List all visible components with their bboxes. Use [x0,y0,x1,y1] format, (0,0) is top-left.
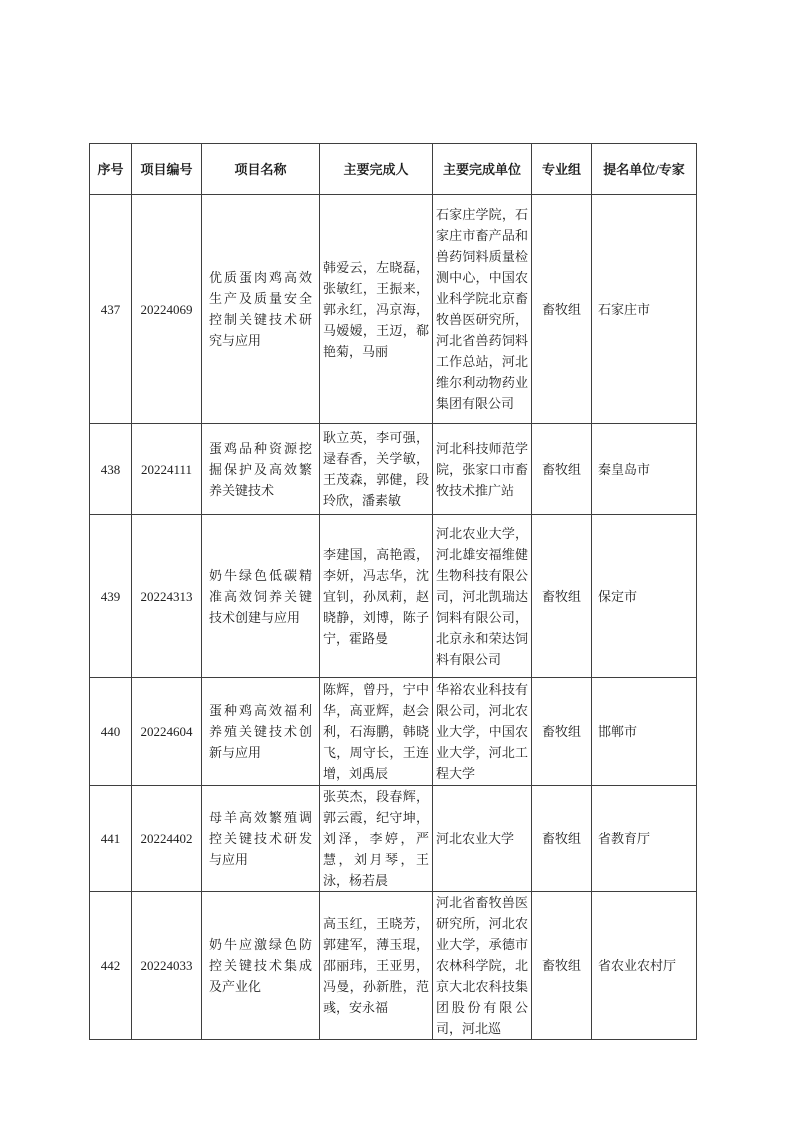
cell-project-id: 20224313 [132,515,202,678]
cell-contributors: 耿立英，李可强，逯春香，关学敏，王茂森，郭健，段玲欣，潘素敏 [320,424,433,515]
cell-units: 华裕农业科技有限公司，河北农业大学，中国农业大学，河北工程大学 [433,678,532,786]
cell-group: 畜牧组 [532,786,592,892]
col-header-project-id: 项目编号 [132,144,202,195]
cell-project-id: 20224402 [132,786,202,892]
cell-group: 畜牧组 [532,678,592,786]
cell-units: 河北省畜牧兽医研究所，河北农业大学，承德市农林科学院，北京大北农科技集团股份有限公司，河北巡 [433,892,532,1040]
cell-seq: 439 [90,515,132,678]
cell-seq: 437 [90,195,132,424]
cell-nominator: 石家庄市 [592,195,697,424]
cell-nominator: 邯郸市 [592,678,697,786]
cell-project-id: 20224604 [132,678,202,786]
cell-project-name: 母羊高效繁殖调控关键技术研发与应用 [202,786,320,892]
cell-nominator: 省教育厅 [592,786,697,892]
cell-group: 畜牧组 [532,424,592,515]
cell-units: 河北科技师范学院，张家口市畜牧技术推广站 [433,424,532,515]
table-row-442 [90,892,697,1040]
cell-group: 畜牧组 [532,195,592,424]
cell-project-id: 20224033 [132,892,202,1040]
col-header-units: 主要完成单位 [433,144,532,195]
cell-units: 河北农业大学 [433,786,532,892]
cell-units: 石家庄学院，石家庄市畜产品和兽药饲料质量检测中心，中国农业科学院北京畜牧兽医研究所，河北省兽药饲料工作总站，河北维尔利动物药业集团有限公司 [433,195,532,424]
table-row-439 [90,515,697,678]
col-header-contributors: 主要完成人 [320,144,433,195]
cell-project-id: 20224111 [132,424,202,515]
cell-seq: 442 [90,892,132,1040]
table-row-437 [90,195,697,424]
table-row-440 [90,678,697,786]
cell-contributors: 高玉红，王晓芳，郭建军，薄玉琨，邵丽玮，王亚男，冯曼，孙新胜，范彧，安永福 [320,892,433,1040]
col-header-group: 专业组 [532,144,592,195]
cell-contributors: 李建国，高艳霞，李妍，冯志华，沈宜钊，孙凤莉，赵晓静，刘博，陈子宁，霍路曼 [320,515,433,678]
cell-nominator: 省农业农村厅 [592,892,697,1040]
projects-table [89,143,697,1040]
cell-group: 畜牧组 [532,515,592,678]
table-row-438 [90,424,697,515]
cell-contributors: 韩爱云，左晓磊，张敏红，王振来，郭永红，冯京海，马嫒嫒，王迈，郗艳菊，马丽 [320,195,433,424]
cell-project-id: 20224069 [132,195,202,424]
cell-units: 河北农业大学，河北雄安福维健生物科技有限公司，河北凯瑞达饲料有限公司，北京永和荣达饲料有限公司 [433,515,532,678]
cell-project-name: 奶牛应激绿色防控关键技术集成及产业化 [202,892,320,1040]
cell-contributors: 陈辉，曾丹，宁中华，高亚辉，赵会利，石海鹏，韩晓飞，周守长，王连增，刘禹辰 [320,678,433,786]
cell-contributors: 张英杰，段春辉，郭云霞，纪守坤，刘泽，李婷，严慧，刘月琴，王泳，杨若晨 [320,786,433,892]
cell-nominator: 秦皇岛市 [592,424,697,515]
cell-project-name: 蛋种鸡高效福利养殖关键技术创新与应用 [202,678,320,786]
cell-nominator: 保定市 [592,515,697,678]
cell-seq: 440 [90,678,132,786]
cell-project-name: 奶牛绿色低碳精准高效饲养关键技术创建与应用 [202,515,320,678]
cell-project-name: 优质蛋肉鸡高效生产及质量安全控制关键技术研究与应用 [202,195,320,424]
table-row-441 [90,786,697,892]
cell-group: 畜牧组 [532,892,592,1040]
cell-project-name: 蛋鸡品种资源挖掘保护及高效繁养关键技术 [202,424,320,515]
col-header-nominator: 提名单位/专家 [592,144,697,195]
cell-seq: 441 [90,786,132,892]
cell-seq: 438 [90,424,132,515]
col-header-seq: 序号 [90,144,132,195]
header-row [90,144,697,195]
col-header-project-name: 项目名称 [202,144,320,195]
